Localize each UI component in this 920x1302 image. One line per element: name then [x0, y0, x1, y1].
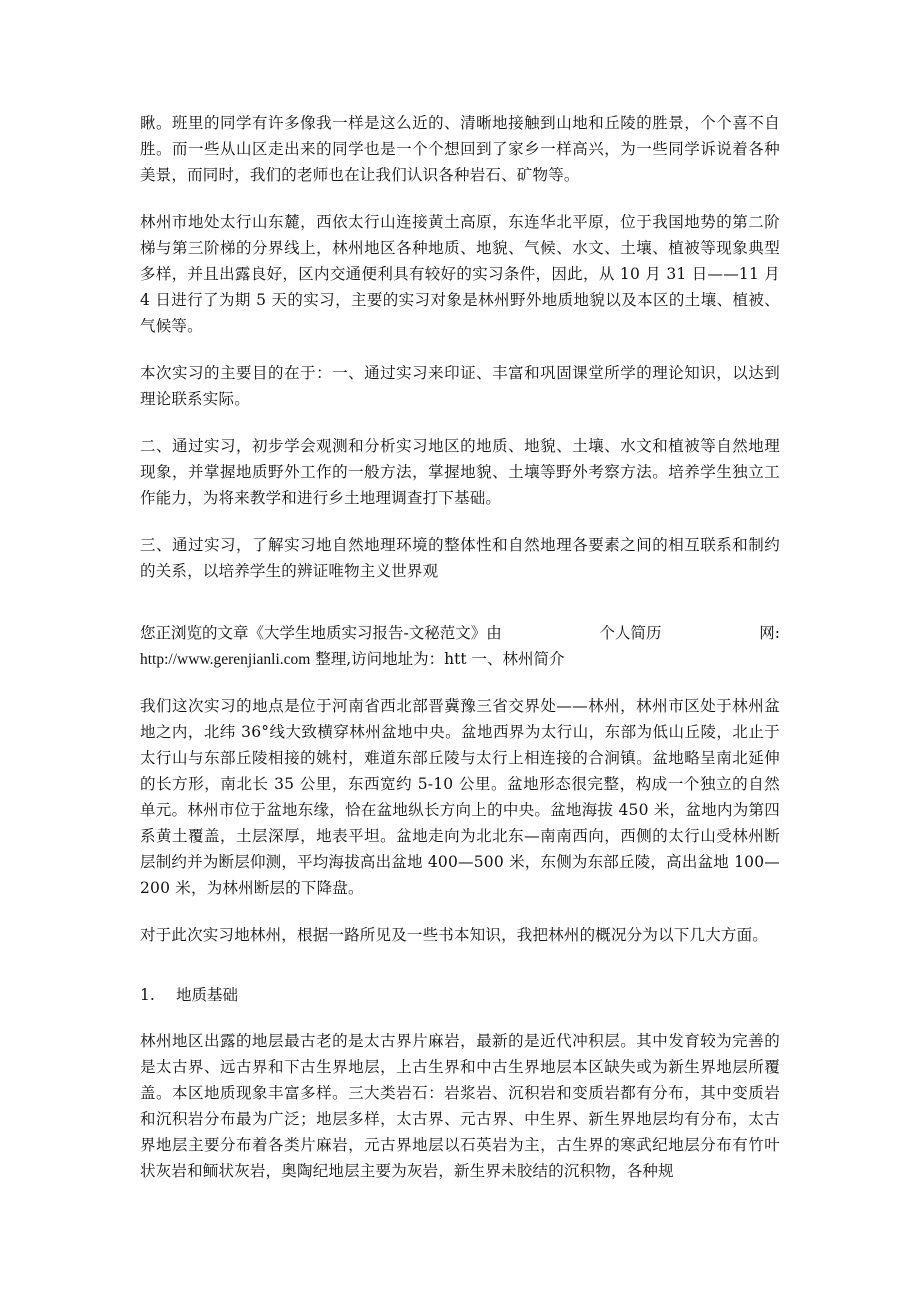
paragraph-6: 我们这次实习的地点是位于河南省西北部晋冀豫三省交界处——林州，林州市区处于林州盆地之内，北纬 36°线大致横穿林州盆地中央。盆地西界为太行山，东部为低山丘陵，北止于太行山与东部丘陵相接的姚村，难道东部丘陵与太行上相连接的合涧镇。盆地略呈南北延伸的长方形，南北长 35 公里，东西宽约 5-10 公里。盆地形态很完整，构成一个独立的自然单元。林州市位于盆地东缘，恰在盆地纵长方向上的中央。盆地海拔 450 米，盆地内为第四系黄土覆盖，土层深厚，地表平坦。盆地走向为北北东—南南西向，西侧的太行山受林州断层制约并为断层仰测，平均海拔高出盆地 400—500 米，东侧为东部丘陵，高出盆地 100—200 米，为林州断层的下降盘。: [140, 697, 780, 897]
section-title: 地质基础: [176, 986, 239, 1004]
paragraph-4: 二、通过实习，初步学会观测和分析实习地区的地质、地貌、土壤、水文和植被等自然地理现象，并掌握地质野外工作的一般方法，掌握地貌、土壤等野外考察方法。培养学生独立工作能力，为将来教学和进行乡土地理调查打下基础。: [140, 437, 780, 507]
section-heading-geology: [140, 982, 780, 1008]
source-text-1: 您正浏览的文章《大学生地质实习报告-文秘范文》由: [140, 624, 502, 642]
paragraph-7: 对于此次实习地林州，根据一路所见及一些书本知识，我把林州的概况分为以下几大方面。: [140, 926, 769, 944]
document-page: [140, 110, 780, 1205]
source-text-2: 网:: [759, 624, 780, 642]
source-line-1: [140, 620, 780, 646]
section-number: 1.: [140, 986, 155, 1004]
source-text-3: 整理,访问地址为：htt 一、林州简介: [310, 650, 565, 668]
paragraph-8: 林州地区出露的地层最古老的是太古界片麻岩，最新的是近代冲积层。其中发育较为完善的是太古界、远古界和下古生界地层，上古生界和中古生界地层本区缺失或为新生界地层所覆盖。本区地质现象丰富多样。三大类岩石：岩浆岩、沉积岩和变质岩都有分布，其中变质岩和沉积岩分布最为广泛；地层多样，太古界、元古界、中生界、新生界地层均有分布，太古界地层主要分布着各类片麻岩，元古界地层以石英岩为主，古生界的寒武纪地层分布有竹叶状灰岩和鲕状灰岩，奥陶纪地层主要为灰岩，新生界未胶结的沉积物，各种规: [140, 1032, 780, 1180]
source-notice: [140, 620, 780, 673]
paragraph-3: 本次实习的主要目的在于：一、通过实习来印证、丰富和巩固课堂所学的理论知识，以达到理论联系实际。: [140, 364, 780, 408]
paragraph-5: 三、通过实习，了解实习地自然地理环境的整体性和自然地理各要素之间的相互联系和制约的关系，以培养学生的辨证唯物主义世界观: [140, 536, 780, 580]
source-url-link[interactable]: http://www.gerenjianli.com: [140, 651, 311, 668]
source-line-2: [140, 646, 780, 673]
paragraph-1: 瞅。班里的同学有许多像我一样是这么近的、清晰地接触到山地和丘陵的胜景，个个喜不自胜。而一些从山区走出来的同学也是一个个想回到了家乡一样高兴，为一些同学诉说着各种美景，而同时，我们的老师也在让我们认识各种岩石、矿物等。: [140, 114, 780, 184]
source-site-name: 个人简历: [599, 624, 662, 642]
paragraph-2: 林州市地处太行山东麓，西依太行山连接黄土高原，东连华北平原，位于我国地势的第二阶梯与第三阶梯的分界线上，林州地区各种地质、地貌、气候、水文、土壤、植被等现象典型多样，并且出露良好，区内交通便利具有较好的实习条件，因此，从 10 月 31 日——11 月 4 日进行了为期 5 天的实习，主要的实习对象是林州野外地质地貌以及本区的土壤、植被、气候等。: [140, 213, 780, 335]
